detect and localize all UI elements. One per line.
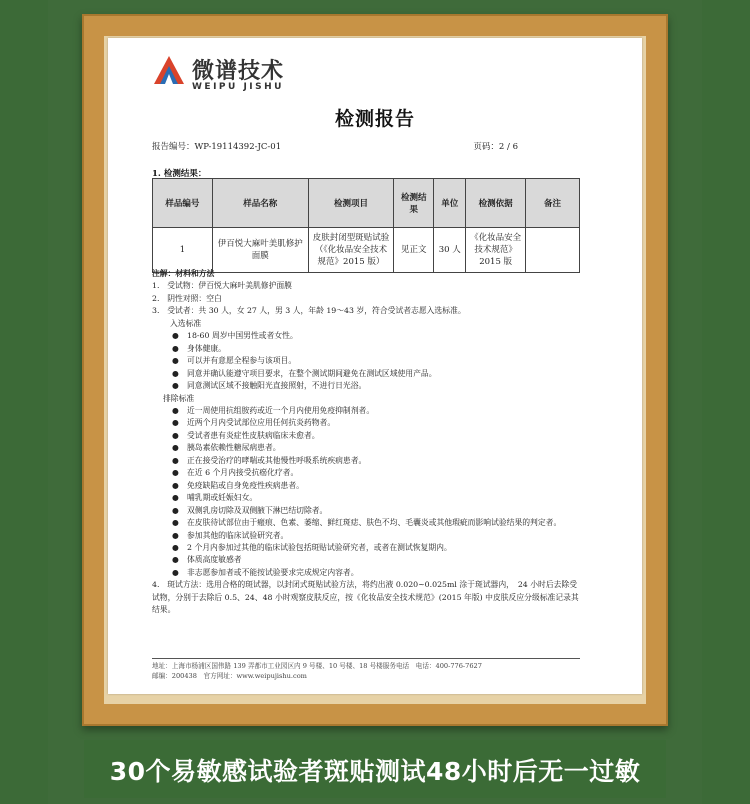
criteria-list-item (152, 405, 580, 417)
bullet-icon: ● (172, 493, 179, 503)
table-cell: 伊百悦大麻叶美肌修护面膜 (212, 228, 308, 273)
criteria-list-item (152, 330, 580, 342)
table-header-cell: 单位 (434, 179, 466, 228)
criteria-text: 身体健康。 (187, 343, 226, 353)
criteria-text: 18-60 周岁中国男性或者女性。 (187, 331, 298, 341)
criteria-text: 体质高度敏感者 (187, 555, 242, 565)
footer-address: 地址：上海市杨浦区国伟路 139 弄都市工业园区内 9 号楼、10 号楼、18 号楼服务电话 电话：400-776-7627 (152, 662, 482, 670)
table-cell: 1 (153, 228, 213, 273)
table-row (153, 228, 580, 273)
criteria-text: 近两个月内受试部位应用任何抗炎药物者。 (187, 418, 336, 428)
criteria-text: 可以并有意愿全程参与该项目。 (187, 356, 297, 366)
notes-heading: 注解：材料和方法 (152, 269, 215, 278)
criteria-text: 在皮肤待试部位由于瘢痕、色素、萎缩、鲜红斑痣、肤色不均、毛囊炎或其他瑕疵而影响试验结果的判定者。 (187, 518, 562, 528)
report-title: 检测报告 (334, 108, 415, 130)
table-header-cell: 样品编号 (153, 179, 213, 228)
background-left (0, 0, 48, 804)
results-table (152, 178, 580, 273)
criteria-list-item (152, 554, 580, 566)
table-header-cell: 检测依据 (466, 179, 526, 228)
bullet-icon: ● (172, 567, 179, 577)
criteria-text: 同意并确认能遵守项目要求，在整个测试期间避免在测试区域使用产品。 (187, 368, 437, 378)
criteria-list-item (152, 343, 580, 355)
criteria-text: 免疫缺陷或自身免疫性疾病患者。 (187, 480, 304, 490)
bullet-icon: ● (172, 555, 179, 565)
table-cell: 30 人 (434, 228, 466, 273)
logo-chinese-text: 微谱技术 (192, 59, 285, 84)
background-right (702, 0, 750, 804)
bullet-icon: ● (172, 368, 179, 378)
bullet-icon: ● (172, 518, 179, 528)
criteria-list-item (152, 417, 580, 429)
notes-item: 2. 阴性对照：空白 (152, 293, 222, 303)
bottom-banner (84, 740, 666, 798)
bullet-icon: ● (172, 418, 179, 428)
inclusion-list (152, 330, 580, 392)
criteria-list-item (152, 480, 580, 492)
bullet-icon: ● (172, 530, 179, 540)
notes-section (152, 268, 580, 617)
criteria-list-item (152, 467, 580, 479)
criteria-list-item (152, 442, 580, 454)
bullet-icon: ● (172, 430, 179, 440)
criteria-list-item (152, 505, 580, 517)
exclusion-title: 排除标准 (163, 393, 195, 403)
footer-divider (152, 658, 580, 659)
table-cell: 皮肤封闭型斑贴试验（《化妆品安全技术规范》2015 版） (308, 228, 394, 273)
criteria-text: 在近 6 个月内接受抗癌化疗者。 (187, 468, 299, 478)
table-cell: 见正文 (394, 228, 434, 273)
bullet-icon: ● (172, 505, 179, 515)
table-header-cell: 备注 (526, 179, 580, 228)
bullet-icon: ● (172, 443, 179, 453)
report-number: 报告编号：WP-19114392-JC-01 (152, 142, 282, 152)
results-heading: 1. 检测结果： (152, 169, 207, 179)
bullet-icon: ● (172, 331, 179, 341)
criteria-text: 同意测试区域不接触阳光直接照射，不进行日光浴。 (187, 381, 367, 391)
bullet-icon: ● (172, 542, 179, 552)
table-cell (526, 228, 580, 273)
footer (152, 661, 482, 681)
criteria-list-item (152, 380, 580, 392)
bullet-icon: ● (172, 468, 179, 478)
criteria-text: 双侧乳房切除及双侧腋下淋巴结切除者。 (187, 505, 328, 515)
criteria-text: 受试者患有炎症性皮肤病临床未愈者。 (187, 430, 320, 440)
banner-text: 30个易敏感试验者斑贴测试48小时后无一过敏 (109, 757, 641, 786)
page-number: 页码：2 / 6 (473, 142, 518, 152)
bullet-icon: ● (172, 480, 179, 490)
table-header-cell: 检测项目 (308, 179, 394, 228)
bullet-icon: ● (172, 455, 179, 465)
bullet-icon: ● (172, 356, 179, 366)
criteria-list-item (152, 355, 580, 367)
table-header-cell: 样品名称 (212, 179, 308, 228)
inclusion-title: 入选标准 (170, 318, 202, 328)
footer-postcode: 邮编：200438 官方网址：www.weipujishu.com (152, 672, 307, 680)
company-logo (152, 54, 352, 98)
bullet-icon: ● (172, 405, 179, 415)
criteria-list-item (152, 530, 580, 542)
criteria-text: 参加其他的临床试验研究者。 (187, 530, 289, 540)
criteria-text: 近一周使用抗组胺药或近一个月内使用免疫抑制剂者。 (187, 405, 375, 415)
criteria-text: 正在接受治疗的哮喘或其他慢性呼吸系统疾病患者。 (187, 455, 367, 465)
notes-item: 1. 受试物：伊百悦大麻叶美肌修护面膜 (152, 281, 292, 291)
table-cell: 《化妆品安全技术规范》2015 版 (466, 228, 526, 273)
report-paper (108, 38, 642, 694)
test-method-paragraph: 4. 斑试方法：选用合格的斑试器，以封闭式斑贴试验方法，将约出液 0.020~0.025ml 涂于斑试器内， 24 小时后去除受试物，分别于去除后 0.5、24、48 小时观察皮肤反应，按《化妆品安全技术规范》(2015 年版) 中皮肤反应分级标准记录其结果。 (152, 580, 579, 615)
criteria-text: 非志愿参加者或不能按试验要求完成规定内容者。 (187, 567, 359, 577)
logo-mark-icon (152, 54, 186, 88)
bullet-icon: ● (172, 343, 179, 353)
logo-english-text: WEIPU JISHU (192, 82, 284, 92)
criteria-list-item (152, 517, 580, 529)
exclusion-list (152, 405, 580, 579)
criteria-text: 胰岛素依赖性糖尿病患者。 (187, 443, 281, 453)
criteria-list-item (152, 430, 580, 442)
criteria-list-item (152, 542, 580, 554)
bullet-icon: ● (172, 381, 179, 391)
table-header-row (153, 179, 580, 228)
criteria-list-item (152, 492, 580, 504)
table-header-cell: 检测结果 (394, 179, 434, 228)
criteria-list-item (152, 368, 580, 380)
notes-item: 3. 受试者：共 30 人，女 27 人，男 3 人，年龄 19～43 岁，符合受试者志愿入选标准。 (152, 306, 466, 316)
criteria-list-item (152, 567, 580, 579)
criteria-list-item (152, 455, 580, 467)
criteria-text: 哺乳期或妊娠妇女。 (187, 493, 258, 503)
criteria-text: 2 个月内参加过其他的临床试验包括斑贴试验研究者，或者在测试恢复期内。 (187, 542, 452, 552)
